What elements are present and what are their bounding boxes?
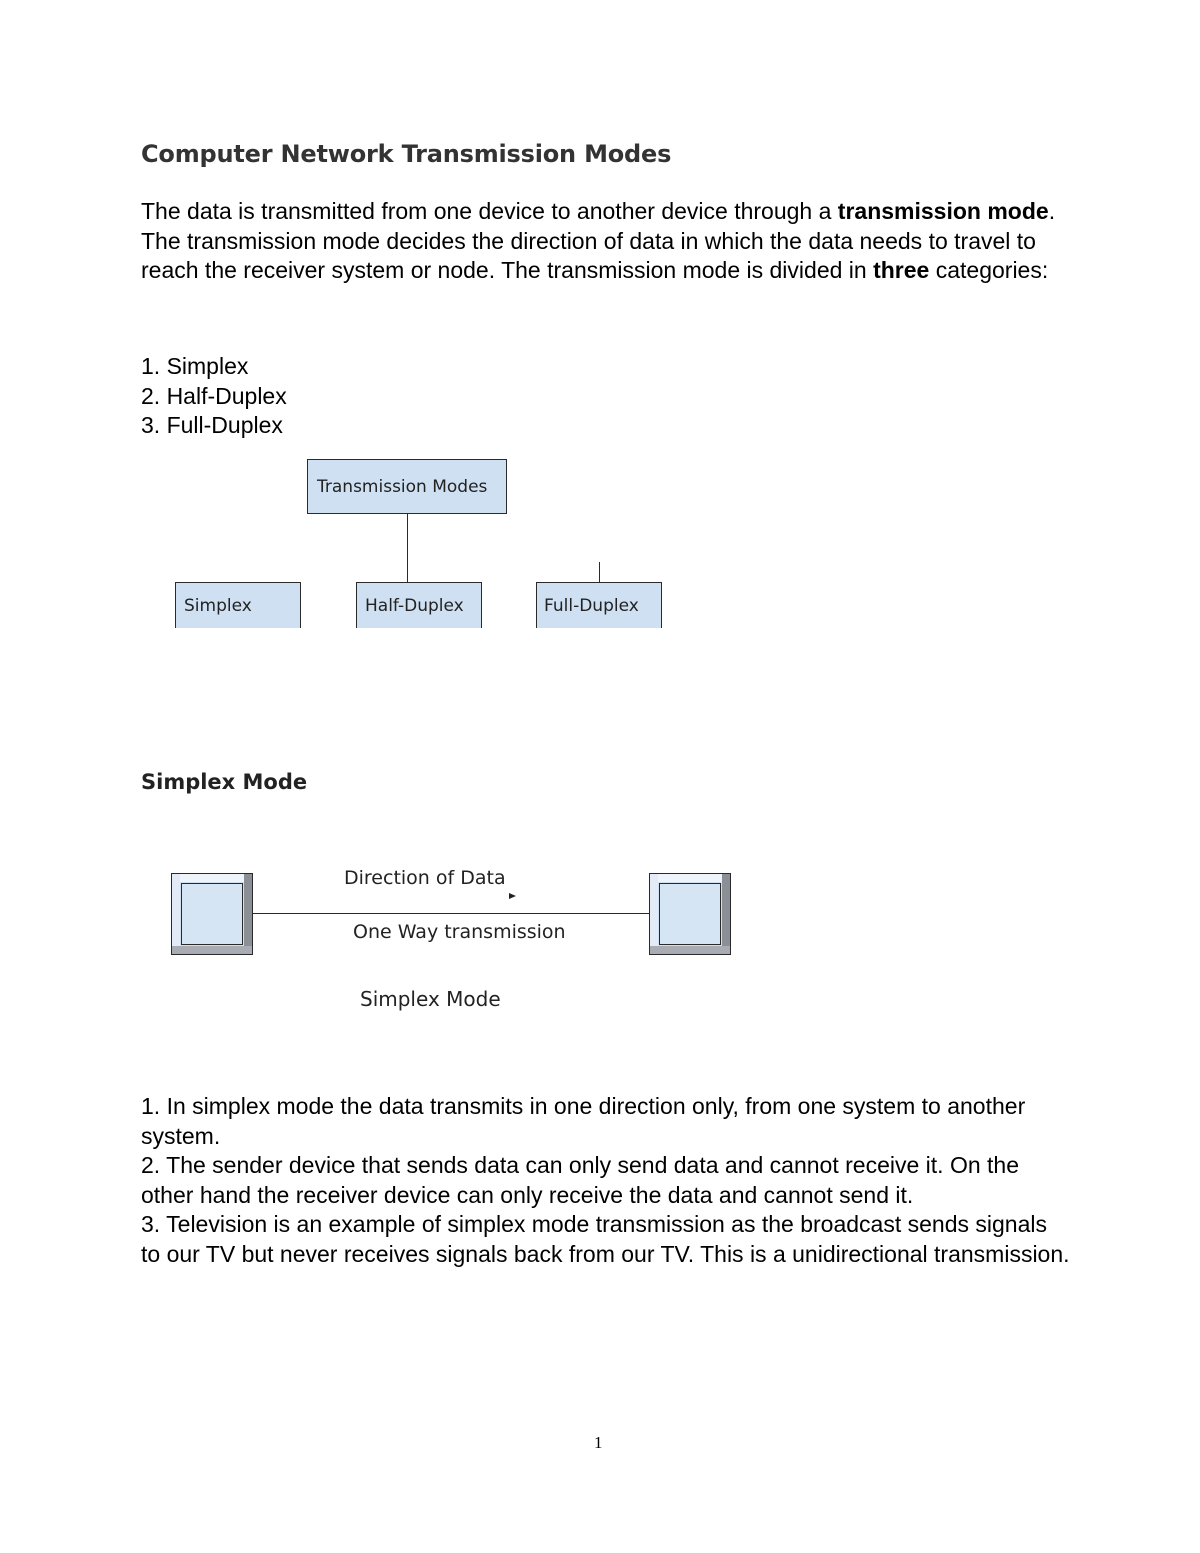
list-item: 1. Simplex	[141, 353, 249, 379]
receiver-device	[649, 873, 731, 955]
intro-bold-three: three	[873, 257, 930, 283]
sender-device	[171, 873, 253, 955]
list-item: 2. The sender device that sends data can only send data and cannot receive it. On the other hand the receiver device can only receive the data and cannot send it.	[141, 1152, 1019, 1208]
list-item: 3. Full-Duplex	[141, 412, 283, 438]
intro-bold-transmission-mode: transmission mode	[837, 198, 1049, 224]
diagram-connector-stub	[599, 562, 600, 582]
arrowhead-icon	[509, 892, 517, 900]
intro-paragraph	[141, 197, 1061, 286]
diagram-child-half-duplex	[356, 582, 482, 628]
simplex-points	[141, 1092, 1071, 1269]
diagram-root-label: Transmission Modes	[317, 476, 488, 497]
diagram-child-simplex	[175, 582, 301, 628]
intro-text-1: The data is transmitted from one device to another device through a	[141, 198, 838, 224]
diagram-root-box	[307, 459, 507, 514]
page-title: Computer Network Transmission Modes	[141, 140, 672, 168]
diagram-child-full-duplex	[536, 582, 662, 628]
diagram-connector	[407, 514, 408, 582]
list-item: 2. Half-Duplex	[141, 382, 287, 409]
diagram-child-label: Half-Duplex	[365, 595, 464, 616]
transmission-line	[253, 913, 649, 914]
list-item: 3. Television is an example of simplex mode transmission as the broadcast sends signals to our TV but never receives signals back from our TV. This is a unidirectional transmission.	[141, 1211, 1070, 1267]
direction-label: Direction of Data	[344, 867, 506, 889]
section-heading-simplex: Simplex Mode	[141, 770, 308, 794]
list-item: 1. In simplex mode the data transmits in one direction only, from one system to another system.	[141, 1093, 1026, 1149]
intro-text-2: . The transmission mode decides the direction of data in which the data needs to travel to reach the receiver system or node. The transmission mode is divided in	[141, 198, 1056, 283]
page-number: 1	[594, 1433, 603, 1452]
diagram-child-label: Full-Duplex	[544, 595, 639, 616]
modes-list	[141, 352, 287, 441]
diagram-caption: Simplex Mode	[360, 987, 501, 1011]
one-way-label: One Way transmission	[353, 921, 566, 943]
diagram-child-label: Simplex	[184, 595, 252, 616]
intro-text-3: categories:	[929, 257, 1049, 283]
